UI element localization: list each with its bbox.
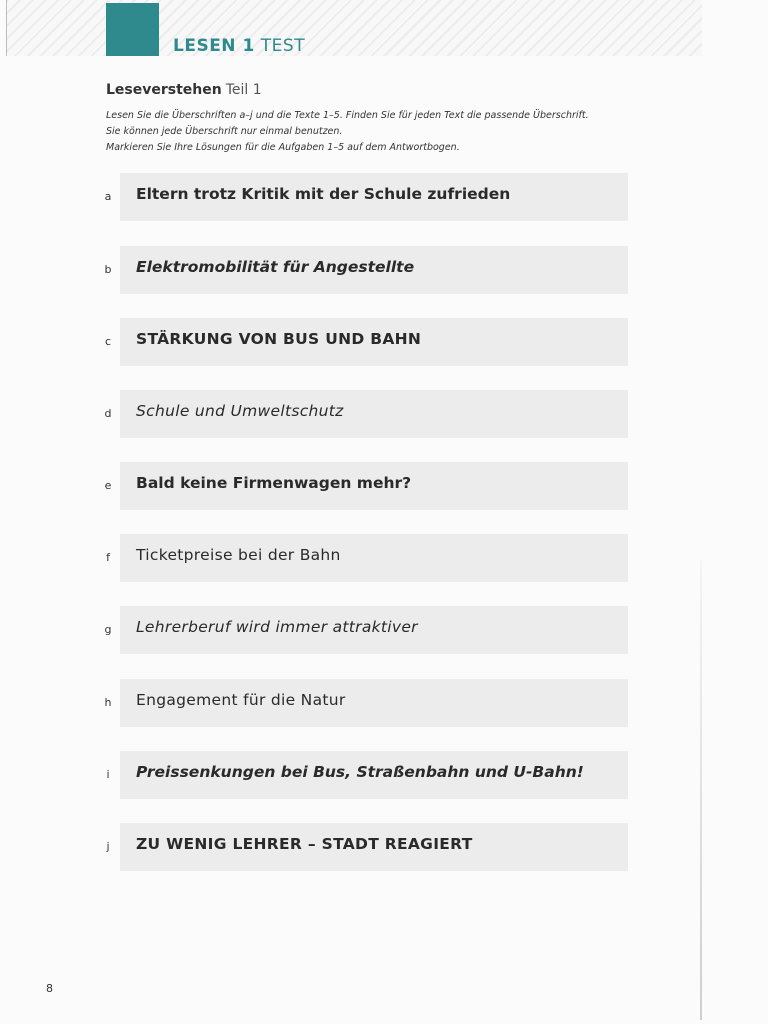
headline-text: ZU WENIG LEHRER – STADT REAGIERT [136,835,473,853]
headline-item-h [100,679,630,727]
headline-text: Preissenkungen bei Bus, Straßenbahn und U-Bahn! [136,763,584,781]
headline-item-c [100,318,630,366]
headline-letter: a [104,190,112,203]
headline-letter: h [104,696,112,709]
headline-letter: b [104,263,112,276]
instruction-line: Markieren Sie Ihre Lösungen für die Aufgaben 1–5 auf dem Antwortbogen. [106,142,460,153]
page-number: 8 [46,982,53,995]
section-title-strong: Leseverstehen [106,82,222,98]
instruction-line: Lesen Sie die Überschriften a–j und die Texte 1–5. Finden Sie für jeden Text die passende Überschrift. [106,110,589,121]
headline-item-j [100,823,630,871]
instruction-line: Sie können jede Überschrift nur einmal benutzen. [106,126,343,137]
headline-text: Bald keine Firmenwagen mehr? [136,474,412,492]
headline-letter: e [104,479,112,492]
header-title-strong: LESEN 1 [173,36,255,56]
headline-letter: d [104,407,112,420]
headline-item-b [100,246,630,294]
headline-text: Schule und Umweltschutz [136,402,344,420]
headline-item-d [100,390,630,438]
headline-text: Lehrerberuf wird immer attraktiver [136,618,418,636]
page-edge-shadow [700,560,702,1020]
headline-text: Ticketpreise bei der Bahn [136,546,341,564]
headline-item-e [100,462,630,510]
headline-text: Engagement für die Natur [136,691,346,709]
page-header-title [173,36,305,56]
headline-letter: i [106,768,110,781]
headline-letter: c [104,335,112,348]
headline-letter: g [104,623,112,636]
headline-item-g [100,606,630,654]
section-title [106,82,262,98]
header-left-rule [6,0,7,56]
headline-text: STÄRKUNG VON BUS UND BAHN [136,330,422,348]
headline-item-f [100,534,630,582]
instructions [106,108,666,156]
headline-letter: j [106,840,110,853]
headline-text: Elektromobilität für Angestellte [136,258,415,276]
headline-item-a [100,173,630,221]
headline-item-i [100,751,630,799]
headline-letter: f [106,551,110,564]
header-title-light: TEST [260,36,306,56]
section-color-marker [106,3,159,56]
section-title-light: Teil 1 [225,82,262,98]
headline-text: Eltern trotz Kritik mit der Schule zufrieden [136,185,511,203]
